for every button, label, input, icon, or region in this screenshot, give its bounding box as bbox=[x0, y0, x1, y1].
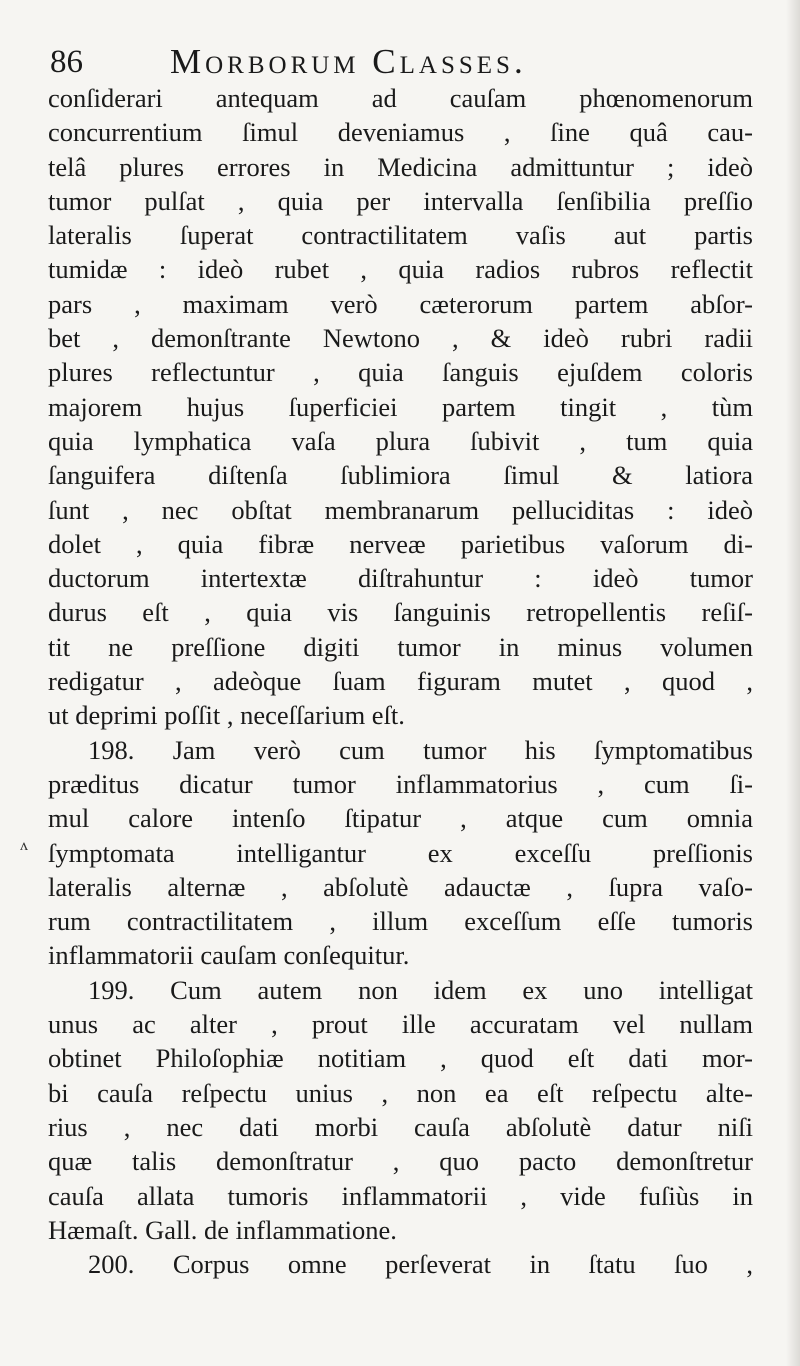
text-line: quæ talis demonſtratur , quo pacto demonſtretur bbox=[48, 1146, 753, 1177]
text-line: lateralis alternæ , abſolutè adauctæ , ſupra vaſo- bbox=[48, 871, 753, 902]
text-line: telâ plures errores in Medicina admittuntur ; ideò bbox=[48, 151, 753, 182]
paragraph-end-line: ut deprimi poſſit , neceſſarium eſt. bbox=[48, 700, 405, 731]
running-head bbox=[50, 40, 750, 84]
text-line: mul calore intenſo ſtipatur , atque cum omnia bbox=[48, 803, 753, 834]
text-line: bet , demonſtrante Newtono , & ideò rubri radii bbox=[48, 323, 753, 354]
text-line: rius , nec dati morbi cauſa abſolutè datur niſi bbox=[48, 1111, 753, 1142]
text-line: lateralis ſuperat contractilitatem vaſis aut partis bbox=[48, 220, 753, 251]
text-line: ſanguifera diſtenſa ſublimiora ſimul & latiora bbox=[48, 460, 753, 491]
text-line: dolet , quia fibræ nerveæ parietibus vaſorum di- bbox=[48, 528, 753, 559]
page-number: 86 bbox=[50, 44, 83, 80]
text-line: concurrentium ſimul deveniamus , ſine quâ cau- bbox=[48, 117, 753, 148]
text-line: obtinet Philoſophiæ notitiam , quod eſt dati mor- bbox=[48, 1043, 753, 1074]
text-line: conſiderari antequam ad cauſam phœnomenorum bbox=[48, 83, 753, 113]
text-line: cauſa allata tumoris inflammatorii , vide fuſiùs in bbox=[48, 1180, 753, 1211]
paragraph-end-line: Hæmaſt. Gall. de inflammatione. bbox=[48, 1214, 397, 1245]
text-line: quia lymphatica vaſa plura ſubivit , tum quia bbox=[48, 425, 753, 456]
page-edge-shadow bbox=[786, 0, 800, 1366]
text-line: majorem hujus ſuperficiei partem tingit , tùm bbox=[48, 391, 753, 422]
text-line: ſymptomata intelligantur ex exceſſu preſſionis bbox=[48, 837, 753, 868]
text-line: unus ac alter , prout ille accuratam vel nullam bbox=[48, 1009, 753, 1040]
text-line: tit ne preſſione digiti tumor in minus volumen bbox=[48, 631, 753, 662]
paragraph-200-start: 200. Corpus omne perſeverat in ſtatu ſuo , bbox=[88, 1249, 753, 1280]
margin-mark: ᴧ bbox=[20, 837, 28, 854]
text-line: tumor pulſat , quia per intervalla ſenſibilia preſſio bbox=[48, 185, 753, 216]
paragraph-199-start: 199. Cum autem non idem ex uno intelligat bbox=[88, 974, 753, 1005]
text-line: ſunt , nec obſtat membranarum pelluciditas : ideò bbox=[48, 494, 753, 525]
text-line: pars , maximam verò cæterorum partem abſor- bbox=[48, 288, 753, 319]
text-line: præditus dicatur tumor inflammatorius , cum ſi- bbox=[48, 768, 753, 799]
text-line: rum contractilitatem , illum exceſſum eſſe tumoris bbox=[48, 906, 753, 937]
paragraph-198-start: 198. Jam verò cum tumor his ſymptomatibus bbox=[88, 734, 753, 765]
text-line: ductorum intertextæ diſtrahuntur : ideò tumor bbox=[48, 563, 753, 594]
text-line: redigatur , adeòque ſuam figuram mutet , quod , bbox=[48, 666, 753, 697]
paragraph-end-line: inflammatorii cauſam conſequitur. bbox=[48, 940, 410, 971]
text-line: durus eſt , quia vis ſanguinis retropellentis reſiſ- bbox=[48, 597, 753, 628]
running-title: Morborum Classes. bbox=[170, 42, 527, 81]
text-line: plures reflectuntur , quia ſanguis ejuſdem coloris bbox=[48, 357, 753, 388]
body-text bbox=[48, 81, 753, 1281]
text-line: bi cauſa reſpectu unius , non ea eſt reſpectu alte- bbox=[48, 1077, 753, 1108]
text-line: tumidæ : ideò rubet , quia radios rubros reflectit bbox=[48, 254, 753, 285]
